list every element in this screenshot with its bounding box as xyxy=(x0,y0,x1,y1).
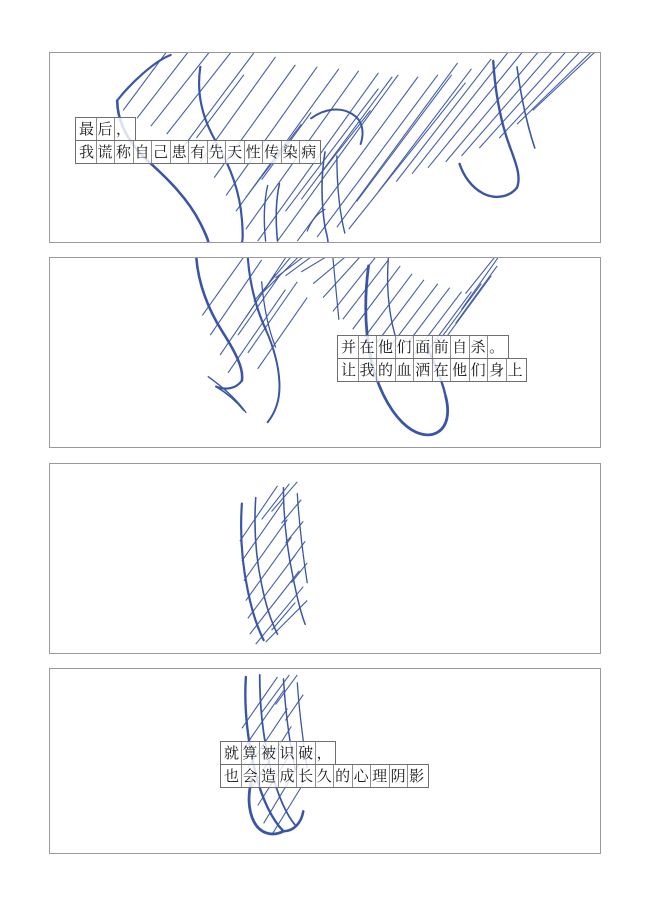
comic-panel-2 xyxy=(49,257,601,448)
panel-3-artwork xyxy=(50,464,600,653)
panel-4-captions xyxy=(220,741,429,787)
caption-line: 也 会 造 成 长 久 的 心 理 阴 影 xyxy=(220,764,429,788)
comic-panel-4 xyxy=(49,668,601,854)
caption-line: 最 后 ， xyxy=(75,117,136,141)
comic-panel-1 xyxy=(49,52,601,243)
caption-line: 我 谎 称 自 己 患 有 先 天 性 传 染 病 xyxy=(75,140,321,164)
comic-panel-3 xyxy=(49,463,601,654)
panel-2-captions xyxy=(337,335,527,381)
panel-1-captions xyxy=(75,117,321,163)
caption-line: 让 我 的 血 洒 在 他 们 身 上 xyxy=(337,358,527,382)
caption-line: 就 算 被 识 破 ， xyxy=(220,741,336,765)
caption-line: 并 在 他 们 面 前 自 杀 。 xyxy=(337,335,509,359)
